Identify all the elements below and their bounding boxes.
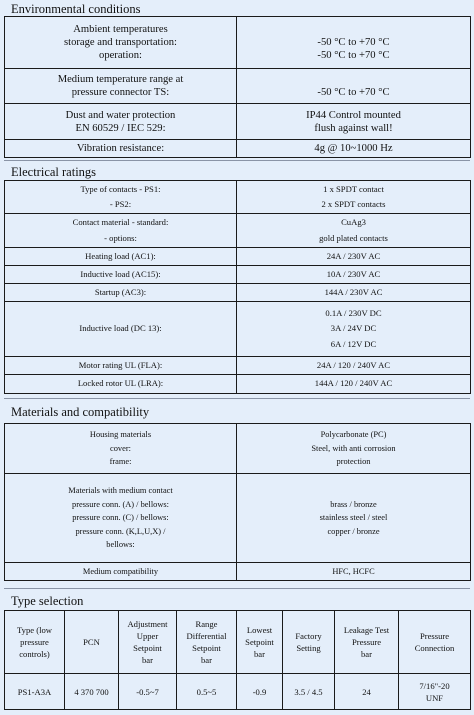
- row-label: [5, 302, 237, 357]
- row-value-line: 1 x SPDT contact: [323, 183, 384, 194]
- row-value: [237, 140, 471, 158]
- column-header-line: Type (low: [17, 625, 52, 635]
- column-header-line: Setpoint: [245, 637, 274, 647]
- table-row: [5, 181, 471, 214]
- column-header-line: Setpoint: [192, 643, 221, 653]
- row-label: [5, 140, 237, 158]
- row-label-line: EN 60529 / IEC 529:: [75, 122, 166, 134]
- row-value-line: IP44 Control mounted: [306, 109, 401, 121]
- row-label-line: Motor rating UL (FLA):: [78, 359, 163, 370]
- row-value: [237, 284, 471, 302]
- table-row: [5, 214, 471, 248]
- row-label-line: frame:: [109, 457, 132, 467]
- row-label-line: - options:: [104, 232, 137, 243]
- row-value: [237, 424, 471, 474]
- row-value-line: -50 °C to +70 °C: [317, 37, 390, 48]
- column-header-line: pressure: [20, 637, 49, 647]
- column-header-line: Leakage Test: [343, 625, 390, 635]
- table-cell-line: 4 370 700: [74, 686, 109, 697]
- row-value-line: -50 °C to +70 °C: [317, 50, 390, 61]
- column-header-line: Differential: [186, 631, 227, 641]
- table-row: [5, 424, 471, 474]
- row-label-line: cover:: [110, 443, 131, 453]
- row-label-line: Heating load (AC1):: [85, 250, 156, 261]
- column-header-line: bar: [254, 649, 265, 659]
- table-row: [5, 357, 471, 375]
- column-header-line: Pressure: [351, 637, 382, 647]
- row-value: [237, 69, 471, 104]
- section-divider: [4, 160, 470, 161]
- column-header-line: Pressure: [419, 631, 450, 641]
- column-header: [399, 611, 471, 674]
- row-value: [237, 214, 471, 248]
- environmental-table: [4, 16, 471, 158]
- column-header-line: Upper: [136, 631, 159, 641]
- row-value-line: [240, 23, 467, 36]
- column-header-line: Factory: [295, 631, 322, 641]
- column-header: [177, 611, 237, 674]
- table-row: [5, 248, 471, 266]
- row-label-line: Dust and water protection: [65, 109, 176, 121]
- table-cell: [237, 674, 283, 710]
- table-cell: [283, 674, 335, 710]
- type-selection-table: [4, 610, 471, 710]
- table-cell-line: 7/16"-20: [419, 680, 450, 691]
- table-row: [5, 140, 471, 158]
- row-value-line: protection: [336, 457, 371, 467]
- row-value-line: 144A / 120 / 240V AC: [314, 378, 393, 389]
- row-label-line: Inductive load (AC15):: [80, 268, 161, 279]
- row-label: [5, 248, 237, 266]
- table-cell: [399, 674, 471, 710]
- row-label-line: Contact material - standard:: [72, 217, 169, 227]
- row-label-line: Housing materials: [89, 430, 152, 440]
- row-value: [237, 474, 471, 563]
- row-value-line: copper / bronze: [327, 526, 380, 536]
- column-header: [335, 611, 399, 674]
- row-value: [237, 357, 471, 375]
- row-value-line: 3A / 24V DC: [330, 323, 377, 334]
- column-header: [119, 611, 177, 674]
- column-header: [283, 611, 335, 674]
- table-cell: [5, 674, 65, 710]
- row-label-line: Materials with medium contact: [68, 486, 173, 496]
- row-value-line: brass / bronze: [330, 499, 377, 509]
- row-value-line: -50 °C to +70 °C: [317, 87, 390, 98]
- table-row: [5, 17, 471, 69]
- table-cell-line: UNF: [425, 692, 444, 703]
- row-value-line: 6A / 12V DC: [330, 338, 377, 349]
- section-title-type-selection: Type selection: [11, 594, 84, 608]
- table-row: [5, 284, 471, 302]
- column-header-line: Adjustment: [127, 619, 168, 629]
- row-value-line: 0.1A / 230V DC: [325, 307, 382, 318]
- section-divider: [4, 398, 470, 399]
- row-label-line: - PS2:: [109, 199, 132, 209]
- row-value: [237, 17, 471, 69]
- table-cell: [177, 674, 237, 710]
- row-label-line: Type of contacts - PS1:: [80, 183, 161, 194]
- row-label-line: Ambient temperatures: [73, 24, 168, 35]
- row-label: [5, 104, 237, 140]
- row-value-line: CuAg3: [341, 217, 366, 227]
- table-cell-line: PS1-A3A: [17, 686, 52, 697]
- row-label: [5, 563, 237, 581]
- row-label-line: Inductive load (DC 13):: [79, 323, 162, 334]
- section-title-materials: Materials and compatibility: [11, 405, 150, 419]
- row-label: [5, 474, 237, 563]
- section-divider: [4, 588, 470, 589]
- column-header-line: controls): [19, 649, 50, 659]
- row-label: [5, 357, 237, 375]
- table-cell-line: 24: [362, 686, 371, 697]
- row-value-line: Polycarbonate (PC): [320, 430, 387, 440]
- row-label-line: storage and transportation:: [64, 37, 177, 48]
- row-value-line: Steel, with anti corrosion: [311, 443, 396, 453]
- row-label-line: Medium temperature range at: [57, 74, 184, 85]
- column-header-line: Setting: [296, 643, 321, 653]
- row-value-line: flush against wall!: [314, 122, 393, 134]
- table-cell-line: 0.5~5: [196, 686, 217, 697]
- column-header-line: bar: [361, 649, 372, 659]
- table-row: [5, 302, 471, 357]
- row-label: [5, 17, 237, 69]
- row-value: [237, 563, 471, 581]
- column-header-line: Connection: [414, 643, 455, 653]
- table-cell-line: -0.9: [252, 686, 267, 697]
- column-header-line: PCN: [83, 637, 100, 647]
- table-row: [5, 563, 471, 581]
- table-cell: [65, 674, 119, 710]
- row-value: [237, 375, 471, 394]
- row-value-line: [240, 73, 467, 86]
- row-label: [5, 284, 237, 302]
- table-cell-line: 3.5 / 4.5: [294, 686, 323, 697]
- row-label: [5, 181, 237, 214]
- row-label-line: operation:: [99, 50, 142, 61]
- row-value-line: 2 x SPDT contacts: [321, 199, 386, 209]
- row-value: [237, 248, 471, 266]
- column-header-line: bar: [142, 655, 153, 665]
- row-value-line: 24A / 230V AC: [326, 250, 381, 261]
- row-label-line: pressure connector TS:: [71, 87, 170, 98]
- row-label-line: Medium compatibility: [82, 566, 159, 576]
- row-value-line: 144A / 230V AC: [324, 286, 383, 297]
- table-header-row: [5, 611, 471, 674]
- row-label: [5, 375, 237, 394]
- electrical-table: [4, 180, 471, 394]
- row-value: [237, 181, 471, 214]
- row-label-line: bellows:: [106, 540, 135, 550]
- table-cell: [119, 674, 177, 710]
- row-value-line: 24A / 120 / 240V AC: [316, 359, 391, 370]
- table-row: [5, 69, 471, 104]
- row-label: [5, 69, 237, 104]
- row-label: [5, 266, 237, 284]
- row-label-line: Vibration resistance:: [76, 143, 165, 154]
- row-value-line: 10A / 230V AC: [326, 268, 381, 279]
- row-label: [5, 214, 237, 248]
- column-header: [237, 611, 283, 674]
- table-row: [5, 674, 471, 710]
- section-title-electrical: Electrical ratings: [11, 165, 97, 179]
- table-row: [5, 266, 471, 284]
- table-row: [5, 375, 471, 394]
- column-header-line: Lowest: [246, 625, 273, 635]
- row-value: [237, 302, 471, 357]
- row-value: [237, 104, 471, 140]
- row-value: [237, 266, 471, 284]
- table-row: [5, 104, 471, 140]
- row-label: [5, 424, 237, 474]
- column-header-line: Setpoint: [133, 643, 162, 653]
- table-row: [5, 474, 471, 563]
- row-value-line: HFC, HCFC: [332, 566, 375, 576]
- row-label-line: Startup (AC3):: [94, 286, 147, 297]
- table-cell: [335, 674, 399, 710]
- table-cell-line: -0.5~7: [136, 686, 159, 697]
- section-title-environmental: Environmental conditions: [11, 2, 141, 16]
- row-label-line: pressure conn. (A) / bellows:: [72, 499, 169, 509]
- row-value-line: gold plated contacts: [319, 232, 388, 243]
- materials-table: [4, 423, 471, 581]
- row-label-line: pressure conn. (K,L,U,X) /: [75, 526, 166, 536]
- column-header-line: bar: [201, 655, 212, 665]
- column-header: [65, 611, 119, 674]
- row-label-line: Locked rotor UL (LRA):: [77, 378, 164, 389]
- row-label-line: pressure conn. (C) / bellows:: [72, 513, 169, 523]
- row-value-line: stainless steel / steel: [319, 513, 388, 523]
- column-header-line: Range: [195, 619, 218, 629]
- row-value-line: 4g @ 10~1000 Hz: [314, 143, 393, 154]
- column-header: [5, 611, 65, 674]
